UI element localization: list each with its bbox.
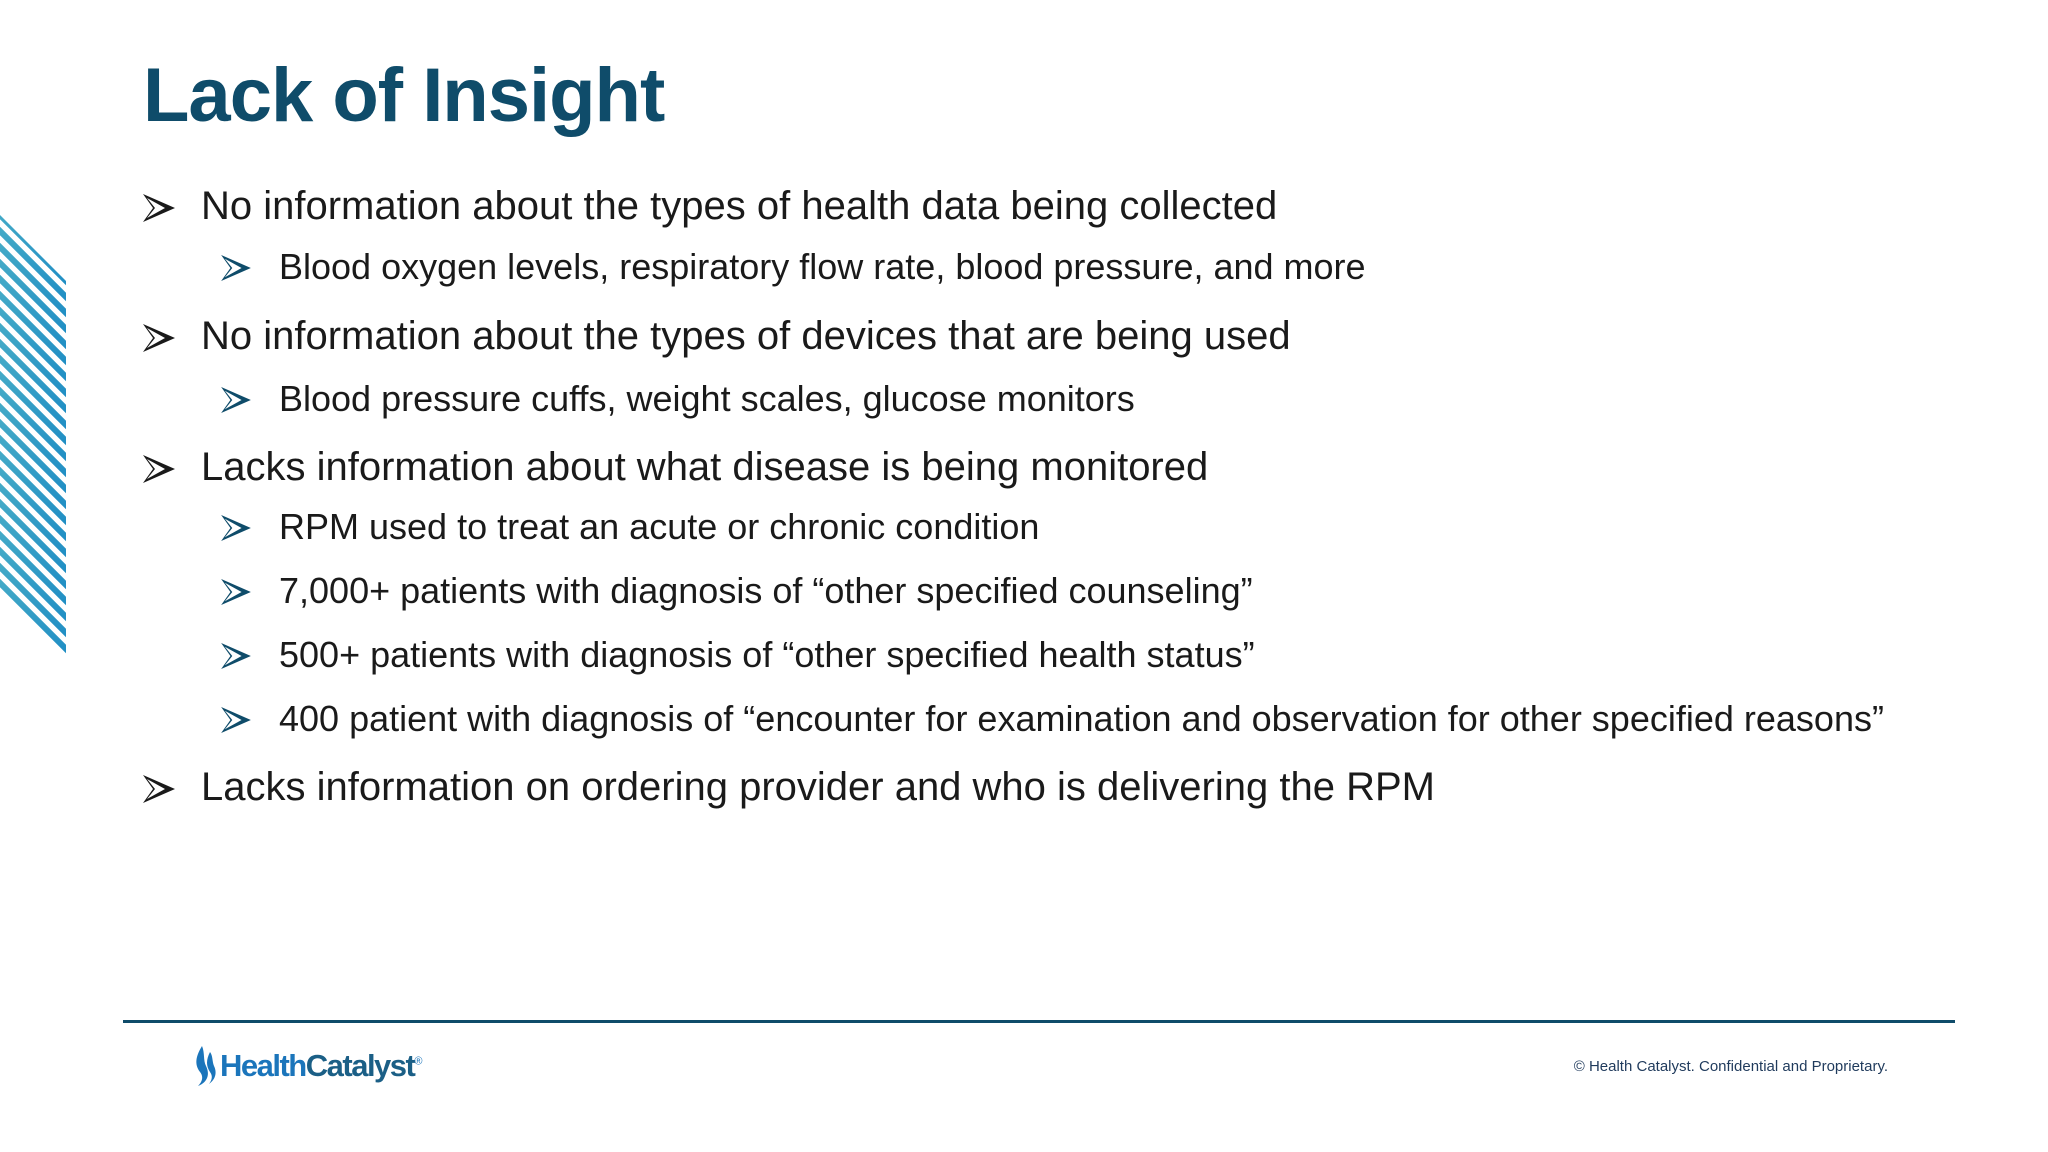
logo-wordmark <box>220 1048 421 1084</box>
bullet-item <box>143 761 1983 813</box>
sub-bullet-text: RPM used to treat an acute or chronic condition <box>279 506 1040 547</box>
slide-title: Lack of Insight <box>143 53 665 138</box>
arrowhead-bullet-icon <box>143 455 175 483</box>
sub-bullet-item <box>143 631 1983 679</box>
bullet-list <box>143 180 1983 813</box>
sub-bullet-text: 500+ patients with diagnosis of “other specified health status” <box>279 634 1255 675</box>
sub-bullet-item <box>143 567 1983 615</box>
health-catalyst-logo <box>192 1044 421 1088</box>
arrowhead-bullet-icon <box>221 255 251 281</box>
sub-bullet-item <box>143 243 1983 291</box>
footer-divider <box>123 1020 1955 1023</box>
bullet-text: No information about the types of health data being collected <box>201 184 1278 228</box>
arrowhead-bullet-icon <box>143 194 175 222</box>
logo-word-catalyst: Catalyst <box>305 1048 415 1083</box>
sub-bullet-text: Blood oxygen levels, respiratory flow rate, blood pressure, and more <box>279 246 1366 287</box>
arrowhead-bullet-icon <box>221 707 251 733</box>
sub-bullet-item <box>143 375 1983 423</box>
copyright-notice: © Health Catalyst. Confidential and Proprietary. <box>1573 1058 1888 1075</box>
sub-bullet-item <box>143 695 1983 743</box>
arrowhead-bullet-icon <box>143 775 175 803</box>
sub-bullet-text: Blood pressure cuffs, weight scales, glucose monitors <box>279 378 1135 419</box>
arrowhead-bullet-icon <box>221 515 251 541</box>
arrowhead-bullet-icon <box>221 643 251 669</box>
sub-bullet-item <box>143 503 1983 551</box>
bullet-text: No information about the types of devices that are being used <box>201 314 1291 358</box>
sub-bullet-text: 400 patient with diagnosis of “encounter for examination and observation for other specified reasons” <box>279 698 1884 739</box>
bullet-item <box>143 441 1983 493</box>
registered-mark: ® <box>414 1055 421 1068</box>
arrowhead-bullet-icon <box>221 579 251 605</box>
bullet-item <box>143 310 1983 362</box>
decorative-stripes-icon <box>0 215 70 655</box>
logo-word-health: Health <box>220 1048 306 1083</box>
arrowhead-bullet-icon <box>221 387 251 413</box>
bullet-text: Lacks information on ordering provider and who is delivering the RPM <box>201 765 1435 809</box>
arrowhead-bullet-icon <box>143 324 175 352</box>
health-catalyst-flame-icon <box>192 1044 218 1088</box>
bullet-text: Lacks information about what disease is being monitored <box>201 445 1209 489</box>
bullet-item <box>143 180 1983 232</box>
sub-bullet-text: 7,000+ patients with diagnosis of “other specified counseling” <box>279 570 1253 611</box>
